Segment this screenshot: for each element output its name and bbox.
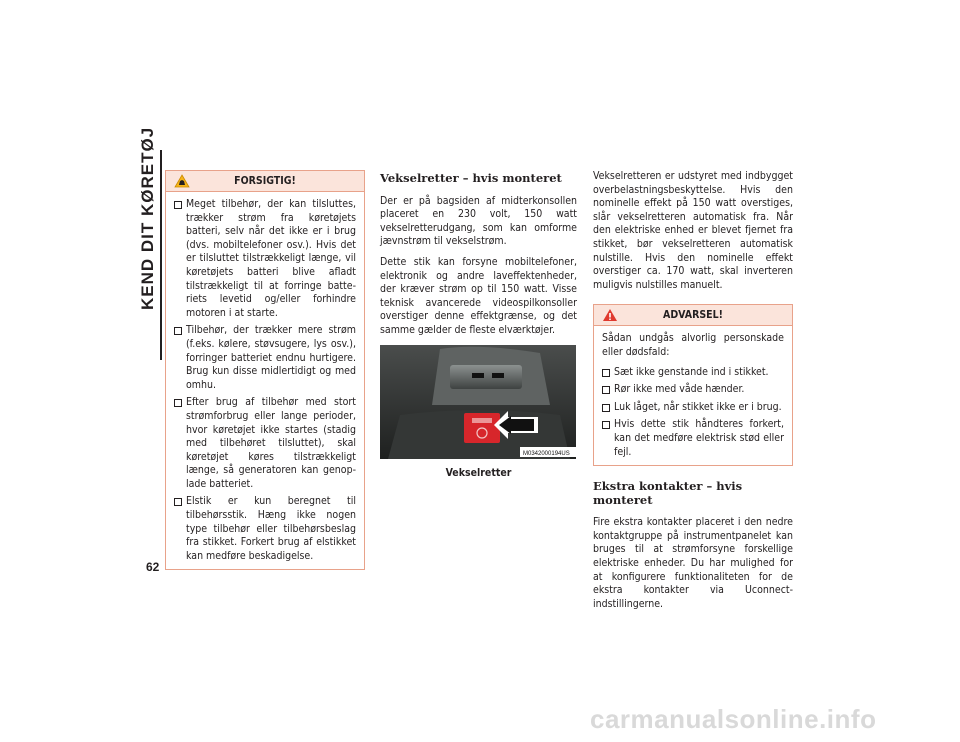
image-code: M0342000194US	[523, 450, 570, 457]
warning-title: ADVARSEL!	[663, 309, 723, 322]
chapter-title: KEND DIT KØRETØJ	[138, 126, 157, 310]
inverter-paragraph-2: Dette stik kan forsyne mobiltelefoner, elektronik og andre laveffektenheder, der kræver strøm op til 150 watt. Visse teknisk avancerede videospilkonsoller overstiger denne effektgrænse, og det samme gælder de fleste elværktøjer.	[380, 255, 577, 336]
extra-heading: Ekstra kontakter – hvis monteret	[593, 479, 743, 507]
list-item: Hvis dette stik håndteres forkert, kan det medføre elektrisk stød eller fejl.	[602, 418, 784, 459]
inverter-section	[380, 172, 577, 480]
extra-paragraph: Fire ekstra kontakter placeret i den nedre kontaktgruppe på instrumentpanelet kan bruges til at strømforsyne forskellige elektriske enheder. Du har mulighed for at konfigurere funktionaliteten for de ekstra kontakter via Uconnect-indstillingerne.	[593, 516, 793, 610]
inverter-paragraph-3: Vekselretteren er udstyret med indbygget overbelastningsbeskyttelse. Hvis den nominelle effekt på 150 watt overstiges, slår vekselretteren automatisk fra. Når den elektriske enhed er blevet fjernet fra stikket, bør vekselretteren automatisk nulstille. Hvis den nominelle effekt overstiger ca. 170 watt, skal inverteren muligvis nulstilles manuelt.	[593, 170, 793, 291]
inverter-photo	[380, 345, 576, 459]
right-column	[593, 170, 793, 618]
warning-box	[593, 304, 793, 466]
warning-header	[594, 305, 792, 326]
chapter-divider-line	[160, 150, 162, 360]
list-item: Luk låget, når stikket ikke er i brug.	[602, 401, 784, 415]
caution-header	[166, 171, 364, 192]
figure-caption: Vekselretter	[445, 466, 512, 479]
caution-box	[165, 170, 365, 570]
warning-list	[602, 366, 784, 460]
watermark: carmanualsonline.info	[590, 704, 877, 734]
caution-list	[174, 198, 356, 563]
inverter-heading: Vekselretter – hvis monteret	[380, 171, 562, 185]
page-number: 62	[146, 560, 160, 574]
list-item: Tilbehør, der trækker mere strøm (f.eks. kølere, støvsugere, lys osv.), forringer batteriet endnu hurtigere. Brug kun disse midlertidigt og med omhu.	[174, 324, 356, 392]
inverter-paragraph-1: Der er på bagsiden af midterkonsollen placeret en 230 volt, 150 watt vekselretterudgang, som kan omforme jævnstrøm til vekselstrøm.	[380, 194, 577, 248]
list-item: Sæt ikke genstande ind i stikket.	[602, 366, 784, 380]
inverter-outlet-illustration	[380, 345, 576, 459]
warning-intro: Sådan undgås alvorlig personskade eller dødsfald:	[602, 332, 784, 358]
list-item: Elstik er kun beregnet til tilbehørsstik. Hæng ikke nogen type tilbehør eller tilbehørsbeslag fra stikket. Forkert brug af elstikket kan medføre beskadigelse.	[174, 495, 356, 563]
list-item: Efter brug af tilbehør med stort strømforbrug eller lange perioder, hvor køretøjet ikke startes (stadig med tilbehøret tilsluttet), skal køretøjet køres tilstrækkeligt længe, så generatoren kan genoplade batteriet.	[174, 396, 356, 491]
list-item: Meget tilbehør, der kan tilsluttes, trækker strøm fra køretøjets batteri, selv når det ikke er i brug (dvs. mobiltelefoner osv.). Hvis det er tilsluttet tilstrækkeligt længe, vil køretøjets batteri blive afladt tilstrækkeligt til at forringe batteriets levetid og/eller forhindre motoren i at starte.	[174, 198, 356, 320]
caution-title: FORSIGTIG!	[234, 175, 296, 187]
list-item: Rør ikke med våde hænder.	[602, 383, 784, 397]
